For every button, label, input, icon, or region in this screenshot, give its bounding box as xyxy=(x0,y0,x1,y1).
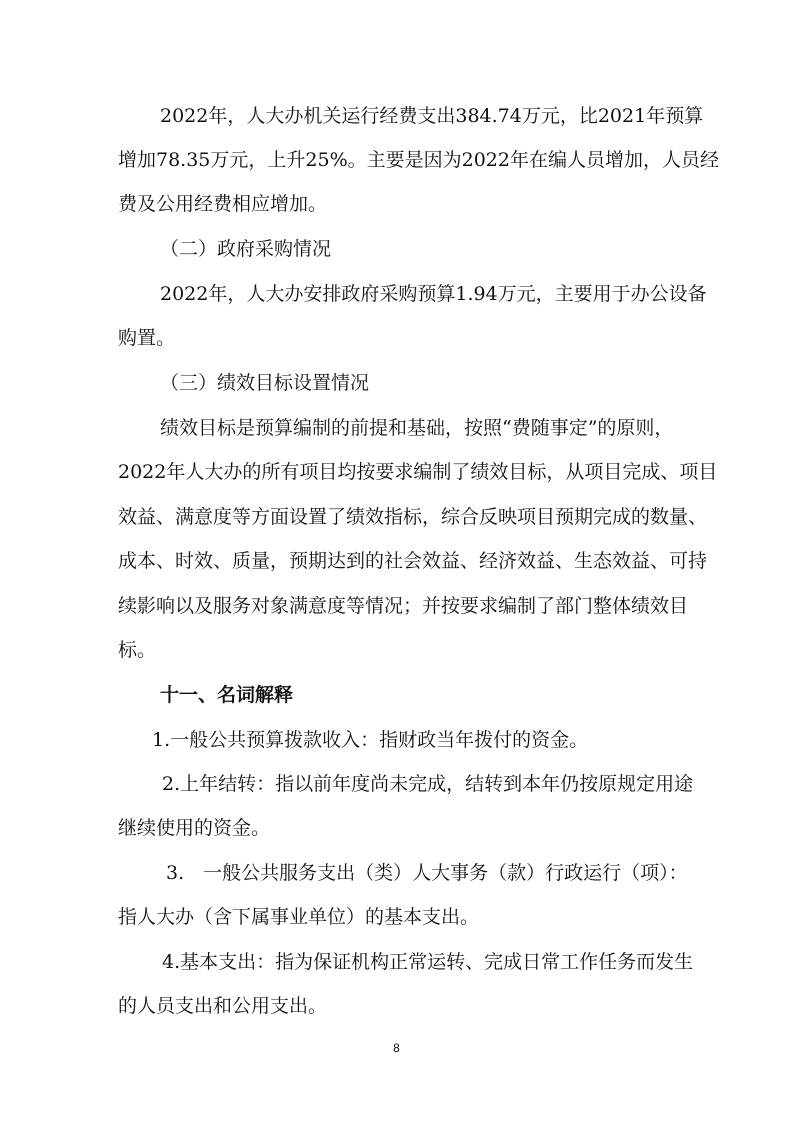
section-heading: 十一、名词解释 xyxy=(160,684,294,706)
paragraph-line: 成本、时效、质量，预期达到的社会效益、经济效益、生态效益、可持 xyxy=(118,550,708,572)
paragraph-line: 绩效目标是预算编制的前提和基础，按照“费随事定”的原则， xyxy=(160,417,674,439)
paragraph-line: 标。 xyxy=(118,639,157,661)
paragraph-line: 效益、满意度等方面设置了绩效指标，综合反映项目预期完成的数量、 xyxy=(118,506,708,528)
subheading-procurement: （二）政府采购情况 xyxy=(160,238,332,260)
paragraph-line: 2022年，人大办机关运行经费支出384.74万元，比2021年预算 xyxy=(160,105,704,127)
paragraph-line: 购置。 xyxy=(118,327,176,349)
paragraph-line: 2022年人大办的所有项目均按要求编制了绩效目标，从项目完成、项目 xyxy=(118,461,718,483)
definition-line: 的人员支出和公用支出。 xyxy=(118,995,328,1017)
definition-line: 继续使用的资金。 xyxy=(118,817,271,839)
page-number: 8 xyxy=(393,1041,400,1055)
paragraph-line: 2022年，人大办安排政府采购预算1.94万元，主要用于办公设备 xyxy=(160,283,707,305)
paragraph-line: 费及公用经费相应增加。 xyxy=(118,193,328,215)
paragraph-line: 续影响以及服务对象满意度等情况；并按要求编制了部门整体绩效目 xyxy=(118,595,689,617)
definition-line: 1.一般公共预算拨款收入：指财政当年拨付的资金。 xyxy=(152,729,589,751)
definition-line: 指人大办（含下属事业单位）的基本支出。 xyxy=(118,906,480,928)
paragraph-line: 增加78.35万元，上升25%。主要是因为2022年在编人员增加，人员经 xyxy=(118,149,719,171)
definition-line: 4.基本支出：指为保证机构正常运转、完成日常工作任务而发生 xyxy=(162,951,694,973)
definition-line: 2.上年结转：指以前年度尚未完成，结转到本年仍按原规定用途 xyxy=(162,773,694,795)
subheading-performance: （三）绩效目标设置情况 xyxy=(160,372,370,394)
definition-line: 3. 一般公共服务支出（类）人大事务（款）行政运行（项）： xyxy=(166,862,688,884)
